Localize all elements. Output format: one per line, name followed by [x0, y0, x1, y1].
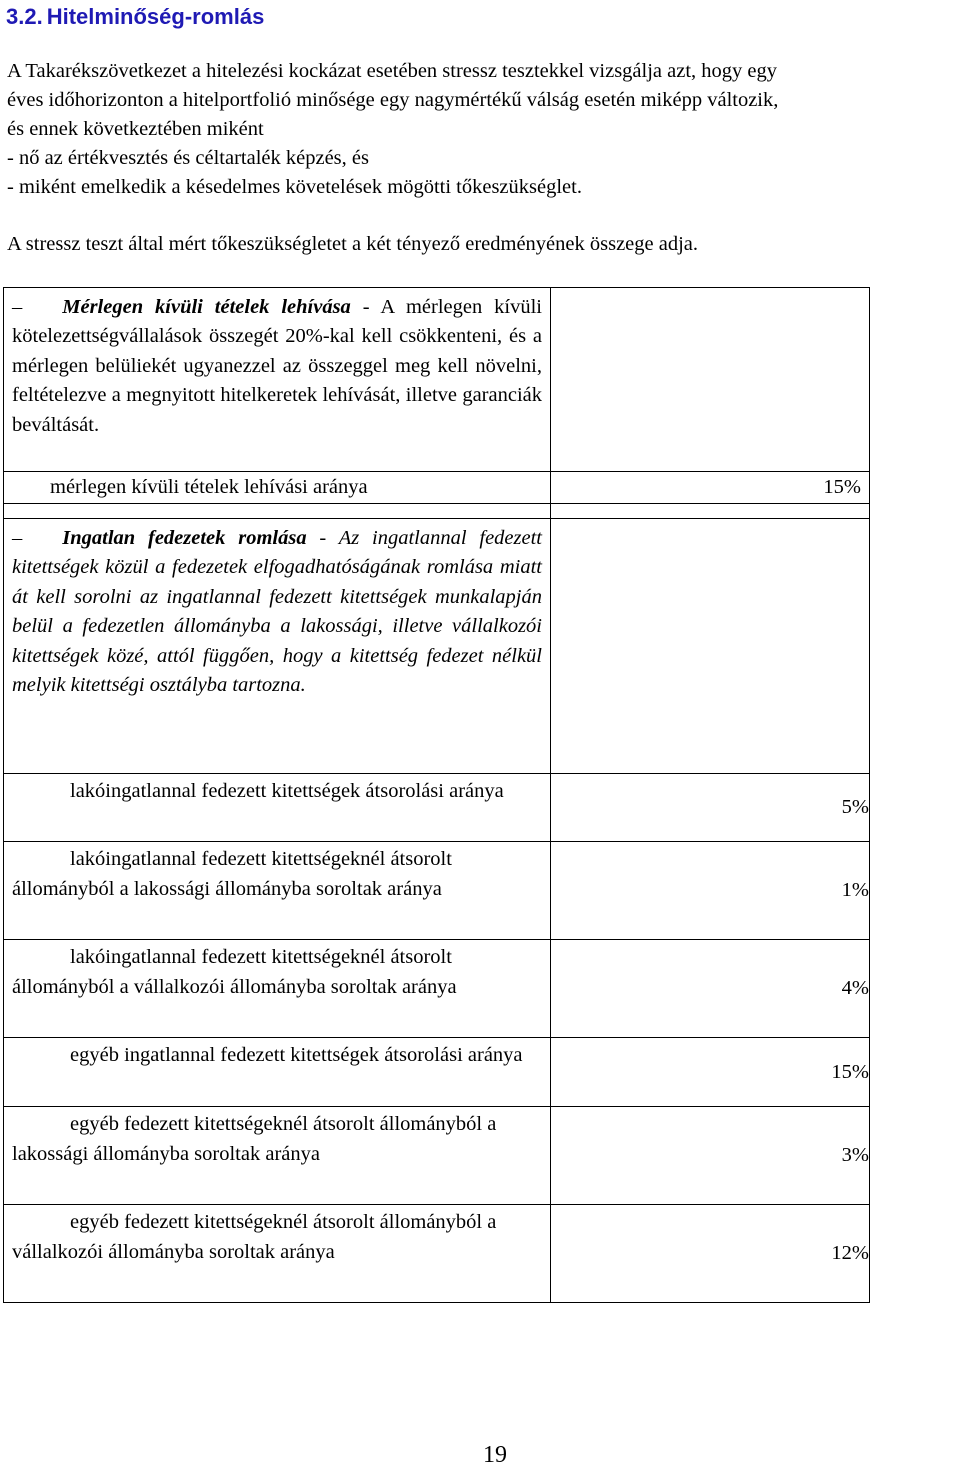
table-row: [4, 940, 870, 1038]
row-label: egyéb fedezett kitettségeknél átsorolt állományból a lakossági állományba soroltak aránya: [4, 1107, 551, 1205]
table-row: [4, 1205, 870, 1303]
intro-line: és ennek következtében miként: [7, 118, 264, 140]
block2-text: - Az ingatlannal fedezett kitettségek közül a fedezetek elfogadhatóságának romlása miatt át kell sorolni az ingatlannal fedezett kitettségek munkalapján belül a fedezetlen állományba a lakossági, illetve vállalkozói kitettségek közé, attól függően, hogy a kitettség fedezet nélkül melyik kitettségi osztályba tartozna.: [12, 527, 542, 697]
row-label: egyéb fedezett kitettségeknél átsorolt állományból a vállalkozói állományba soroltak aránya: [4, 1205, 551, 1303]
row-value: 3%: [551, 1107, 870, 1205]
intro-line: éves időhorizonton a hitelportfolió minősége egy nagymértékű válság esetén miképp változik,: [7, 89, 779, 111]
block1-paragraph: [4, 288, 550, 440]
row-value: 4%: [551, 940, 870, 1038]
row-value: 1%: [551, 842, 870, 940]
table-row: [4, 774, 870, 842]
block2-title: Ingatlan fedezetek romlása: [62, 527, 307, 549]
intro-line: - nő az értékvesztés és céltartalék képzés, és: [7, 147, 369, 169]
table-row: [4, 1038, 870, 1107]
block1-title: Mérlegen kívüli tételek lehívása: [62, 296, 351, 318]
block1-rate-value: 15%: [551, 472, 870, 504]
table-row: [4, 842, 870, 940]
row-label: lakóingatlannal fedezett kitettségeknél átsorolt állományból a vállalkozói állományba soroltak aránya: [4, 940, 551, 1038]
row-value: 12%: [551, 1205, 870, 1303]
page-number: 19: [483, 1442, 507, 1468]
block1-empty-cell: [551, 288, 870, 472]
row-label: lakóingatlannal fedezett kitettségek átsorolási aránya: [4, 774, 551, 842]
stress-test-table: [3, 287, 870, 1303]
section-number: 3.2.: [6, 4, 43, 29]
row-label: egyéb ingatlannal fedezett kitettségek átsorolási aránya: [4, 1038, 551, 1107]
intro-line: - miként emelkedik a késedelmes követelések mögötti tőkeszükséglet.: [7, 176, 582, 198]
block2-dash: –: [12, 527, 23, 549]
block2-description: [4, 519, 551, 774]
block1-rate-label: mérlegen kívüli tételek lehívási aránya: [4, 472, 551, 504]
row-label: lakóingatlannal fedezett kitettségeknél átsorolt állományból a lakossági állományba soroltak aránya: [4, 842, 551, 940]
intro-line: A Takarékszövetkezet a hitelezési kockázat esetében stressz tesztekkel vizsgálja azt, hogy egy: [7, 60, 778, 82]
section-title: Hitelminőség-romlás: [46, 4, 265, 29]
table-row: [4, 1107, 870, 1205]
block2-paragraph: [4, 519, 550, 700]
block1-text: - A mérlegen kívüli kötelezettségvállalások összegét 20%-kal kell csökkenteni, és a mérlegen belüliekét ugyanezzel az összeggel meg kell növelni, feltételezve a megnyitott hitelkeretek lehívását, illetve garanciák beváltását.: [12, 296, 542, 436]
intro-summary: A stressz teszt által mért tőkeszükségletet a két tényező eredményének összege adja.: [7, 233, 699, 255]
section-heading: [6, 4, 264, 30]
block2-empty-cell: [551, 519, 870, 774]
row-value: 5%: [551, 774, 870, 842]
block1-dash: –: [12, 296, 23, 318]
block1-description: [4, 288, 551, 472]
spacer-row: [4, 504, 870, 519]
intro-paragraph: [7, 57, 957, 259]
row-value: 15%: [551, 1038, 870, 1107]
